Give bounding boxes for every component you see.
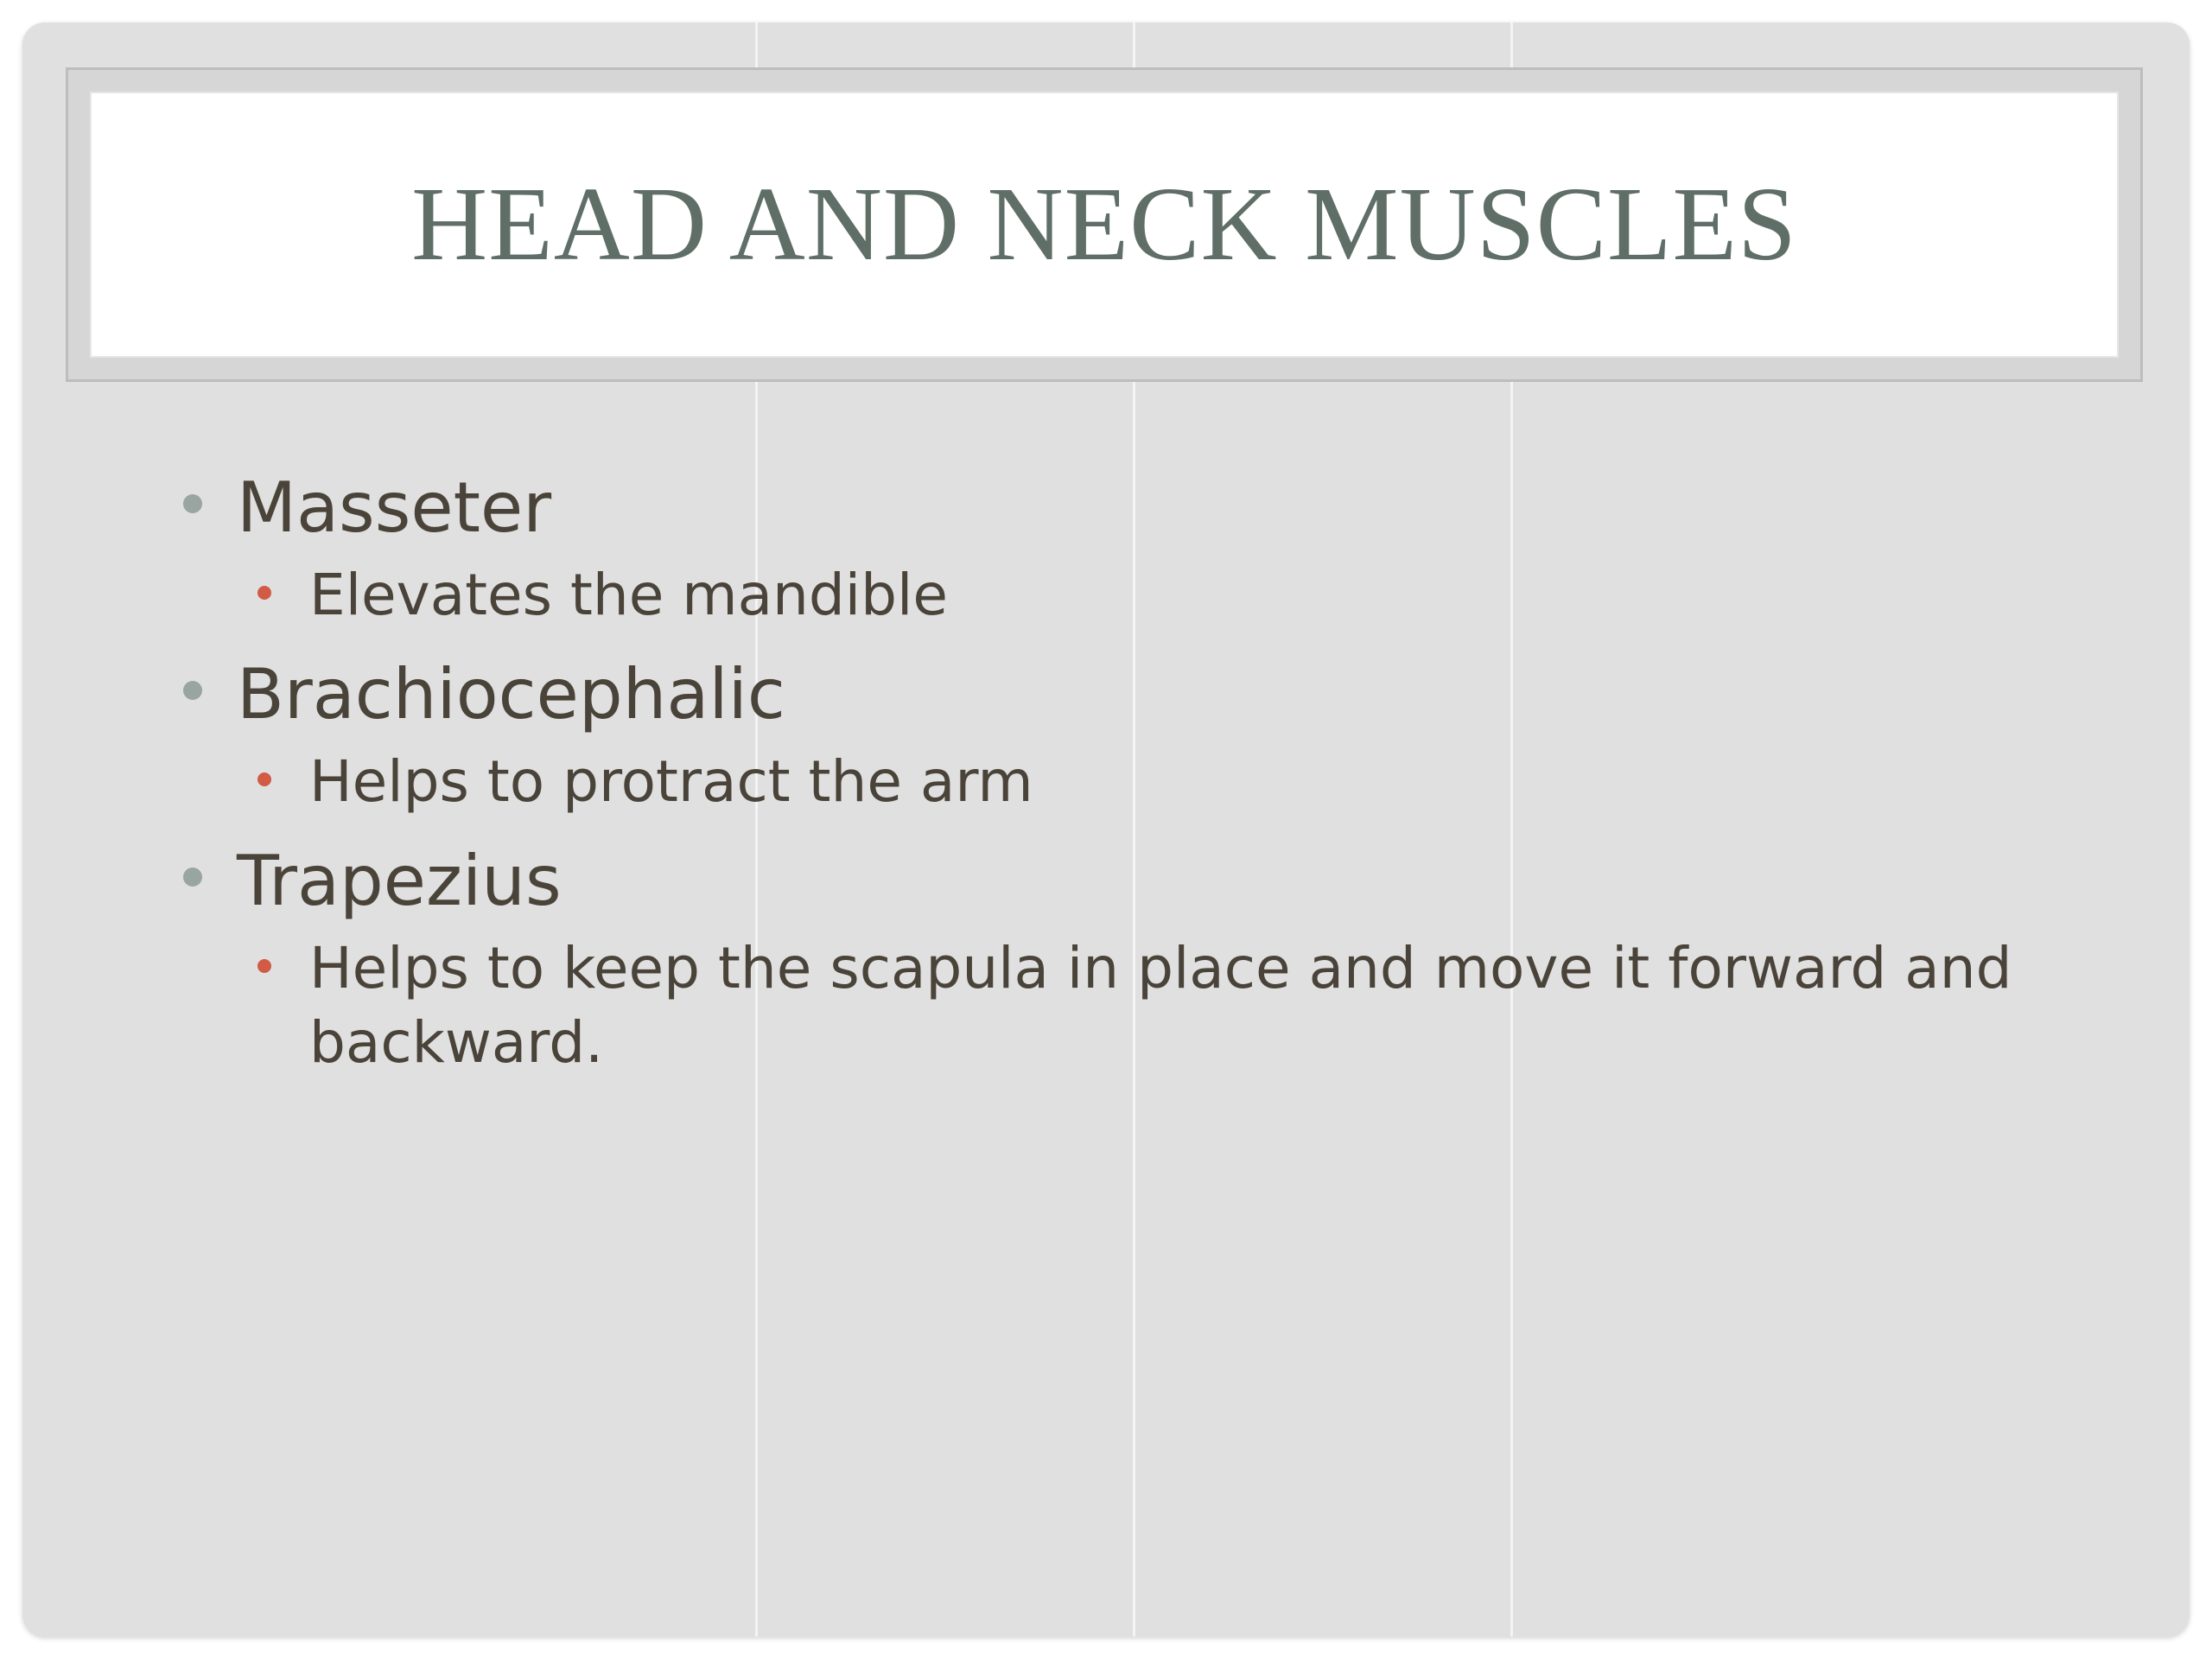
bullet-text: Brachiocephalic	[237, 654, 785, 734]
bullet-item-trapezius	[161, 838, 2018, 925]
sub-bullet-dot-icon	[257, 772, 271, 786]
slide-title: HEAD AND NECK MUSCLES	[411, 166, 1797, 283]
bullet-text: Masseter	[237, 467, 552, 548]
slide	[22, 22, 2190, 1637]
bullet-dot-icon	[183, 681, 202, 700]
title-box	[90, 92, 2119, 358]
bullet-item-brachiocephalic	[161, 652, 2018, 738]
sub-bullet-item	[161, 558, 2018, 632]
bullet-item-masseter	[161, 465, 2018, 551]
sub-bullet-text: Elevates the mandible	[309, 562, 948, 628]
sub-bullet-item	[161, 745, 2018, 819]
sub-bullet-text: Helps to keep the scapula in place and move it forward and backward.	[309, 935, 2012, 1076]
bullet-dot-icon	[183, 494, 202, 513]
bullet-text: Trapezius	[237, 841, 562, 921]
sub-bullet-dot-icon	[257, 586, 271, 600]
bullet-list	[161, 446, 2018, 1080]
sub-bullet-text: Helps to protract the arm	[309, 748, 1033, 815]
bullet-dot-icon	[183, 868, 202, 887]
sub-bullet-item	[161, 931, 2018, 1080]
sub-bullet-dot-icon	[257, 959, 271, 973]
title-frame	[66, 67, 2143, 382]
